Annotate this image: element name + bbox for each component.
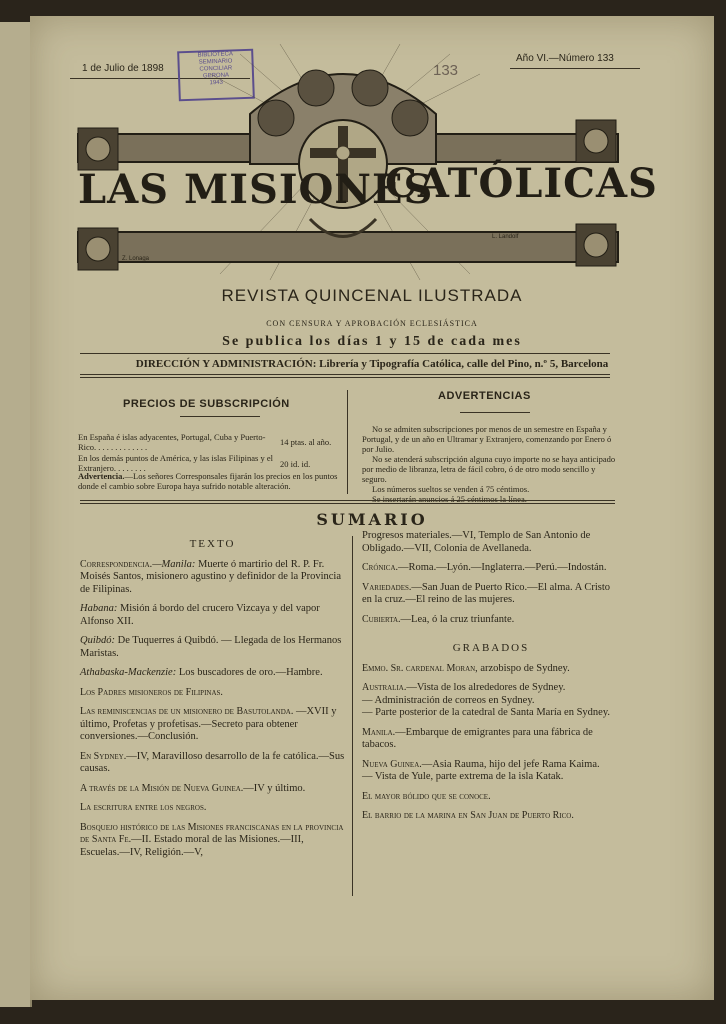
price-line-abroad: En los demás puntos de América, y las islas Filipinas y el Extranjero. . . . . . . . xyxy=(78,453,274,473)
issue-number: Año VI.—Número 133 xyxy=(516,53,614,64)
summary-entry: Bosquejo histórico de las Misiones franciscanas en la provincia de Santa Fe.—II. Estado moral de las Misiones.—III, Escuelas.—IV, Religión.—V, xyxy=(80,821,344,858)
summary-entry: Correspondencia.—Manila: Muerte ó martirio del R. P. Fr. Moisés Santos, misionero agustino y definidor de la Provincia de Filipinas. xyxy=(80,558,342,595)
text-heading: TEXTO xyxy=(189,538,236,550)
adjacent-page-edge xyxy=(0,22,32,1007)
handwritten-number: 133 xyxy=(433,62,459,79)
summary-entry: A través de la Misión de Nueva Guinea.—IV y último. xyxy=(80,782,306,794)
notice-1: No se admiten subscripciones por menos de un semestre en España y Portugal, y de un año en Ultramar y Extranjero, comenzando por Enero ó por Julio. xyxy=(362,424,612,454)
rule-below-direccion xyxy=(80,374,610,375)
summary-divider xyxy=(352,536,353,896)
notice-3: Los números sueltos se venden á 75 céntimos. xyxy=(372,484,530,494)
notices-text xyxy=(362,424,618,504)
masthead-title-left: LAS MISIONES xyxy=(78,166,434,213)
rule-below-direccion-2 xyxy=(80,377,610,378)
rule-above-sumario xyxy=(80,500,615,501)
engraving-entry: Nueva Guinea.—Asia Rauma, hijo del jefe Rama Kaima. — Vista de Yule, parte extrema de la isla Katak. xyxy=(362,758,600,782)
subscription-prices-heading: PRECIOS DE SUBSCRIPCIÓN xyxy=(123,398,290,410)
summary-entry: Habana: Misión á bordo del crucero Vizcaya y del vapor Alfonso XII. xyxy=(80,603,320,627)
price-spain: 14 ptas. al año. xyxy=(280,437,332,447)
summary-entry: Athabaska-Mackenzie: Los buscadores de oro.—Hambre. xyxy=(80,667,323,678)
subtitle: REVISTA QUINCENAL ILUSTRADA xyxy=(221,286,523,305)
price-line-spain: En España é islas adyacentes, Portugal, Cuba y Puerto-Rico. . . . . . . . . . . . . xyxy=(78,432,266,452)
summary-entry: Los Padres misioneros de Filipinas. xyxy=(80,686,223,698)
summary-entry: La escritura entre los negros. xyxy=(80,802,207,813)
rule-above-sumario-2 xyxy=(80,503,615,504)
summary-entry: Cubierta.—Lea, ó la cruz triunfante. xyxy=(362,613,515,625)
library-stamp: BIBLIOTECA SEMINARIO CONCILIAR GERONA 1943 xyxy=(177,49,255,102)
issue-date: 1 de Julio de 1898 xyxy=(82,63,164,74)
summary-entry: Crónica.—Roma.—Lyón.—Inglaterra.—Perú.—Indostán. xyxy=(362,562,607,573)
address-label: DIRECCIÓN Y ADMINISTRACIÓN: xyxy=(135,358,317,370)
summary-entry: Progresos materiales.—VI, Templo de San Antonio de Obligado.—VII, Colonia de Avellaneda. xyxy=(362,530,591,554)
notices-heading: ADVERTENCIAS xyxy=(438,390,531,402)
engraving-entry: Manila.—Embarque de emigrantes para una fábrica de tabacos. xyxy=(362,726,593,750)
masthead-title-right: CATÓLICAS xyxy=(385,160,658,207)
price-warning-label: Advertencia. xyxy=(78,471,125,481)
notice-4: Se insertarán anuncios á 25 céntimos la línea. xyxy=(372,494,527,504)
engraving-entry: Emmo. Sr. cardenal Moran, arzobispo de Sydney. xyxy=(362,662,570,674)
prices-divider xyxy=(347,390,348,494)
engraving-entry: Australia.—Vista de los alrededores de Sydney. — Administración de correos en Sydney. — Parte posterior de la catedral de Santa María en Sydney. xyxy=(362,682,611,718)
summary-entry: Las reminiscencias de un misionero de Basutolanda. —XVII y último, Profetas y profetisas.—Secreto para obtener conversiones.—Conclusión. xyxy=(80,706,337,742)
engraving-entry: El barrio de la marina en San Juan de Puerto Rico. xyxy=(362,810,574,821)
notice-2: No se atenderá subscripción alguna cuyo importe no se haya anticipado por medio de libranza, letra de fácil cobro, ó de otro modo sencillo y seguro. xyxy=(362,454,616,484)
price-warning-text: —Los señores Corresponsales fijarán los precios en los puntos donde el cambio sobre Europa haya sufrido notable alteración. xyxy=(78,471,338,491)
censorship-note: CON CENSURA Y APROBACIÓN ECLESIÁSTICA xyxy=(266,319,478,328)
prices-heading-rule xyxy=(180,416,260,417)
summary-right-column xyxy=(362,530,620,830)
summary-entry: Quibdó: De Tuquerres á Quibdó. — Llegada de los Hermanos Maristas. xyxy=(80,635,342,659)
summary-entry: Variedades.—San Juan de Puerto Rico.—El alma. A Cristo en la cruz.—El reino de las mujeres. xyxy=(362,581,610,605)
summary-entry: En Sydney.—IV, Maravilloso desarrollo de la fe católica.—Sus causas. xyxy=(80,750,345,774)
summary-title: SUMARIO xyxy=(316,510,428,529)
publication-schedule: Se publica los días 1 y 15 de cada mes xyxy=(222,334,522,349)
engraving-entry: El mayor bólido que se conoce. xyxy=(362,790,491,802)
engraver-signature-right: L. Landolf xyxy=(492,234,519,240)
price-abroad: 20 id. id. xyxy=(280,459,311,469)
rule-above-direccion xyxy=(80,353,610,354)
engravings-heading: GRABADOS xyxy=(452,642,530,654)
cover-page xyxy=(30,16,714,1000)
summary-left-column xyxy=(80,538,345,866)
notices-heading-rule xyxy=(460,412,530,413)
address-line xyxy=(30,358,714,370)
price-warning xyxy=(78,471,343,491)
engraver-signature-left: Z. Lonaga xyxy=(122,256,150,262)
address-text: Librería y Tipografía Católica, calle del Pino, n.º 5, Barcelona xyxy=(319,358,609,370)
